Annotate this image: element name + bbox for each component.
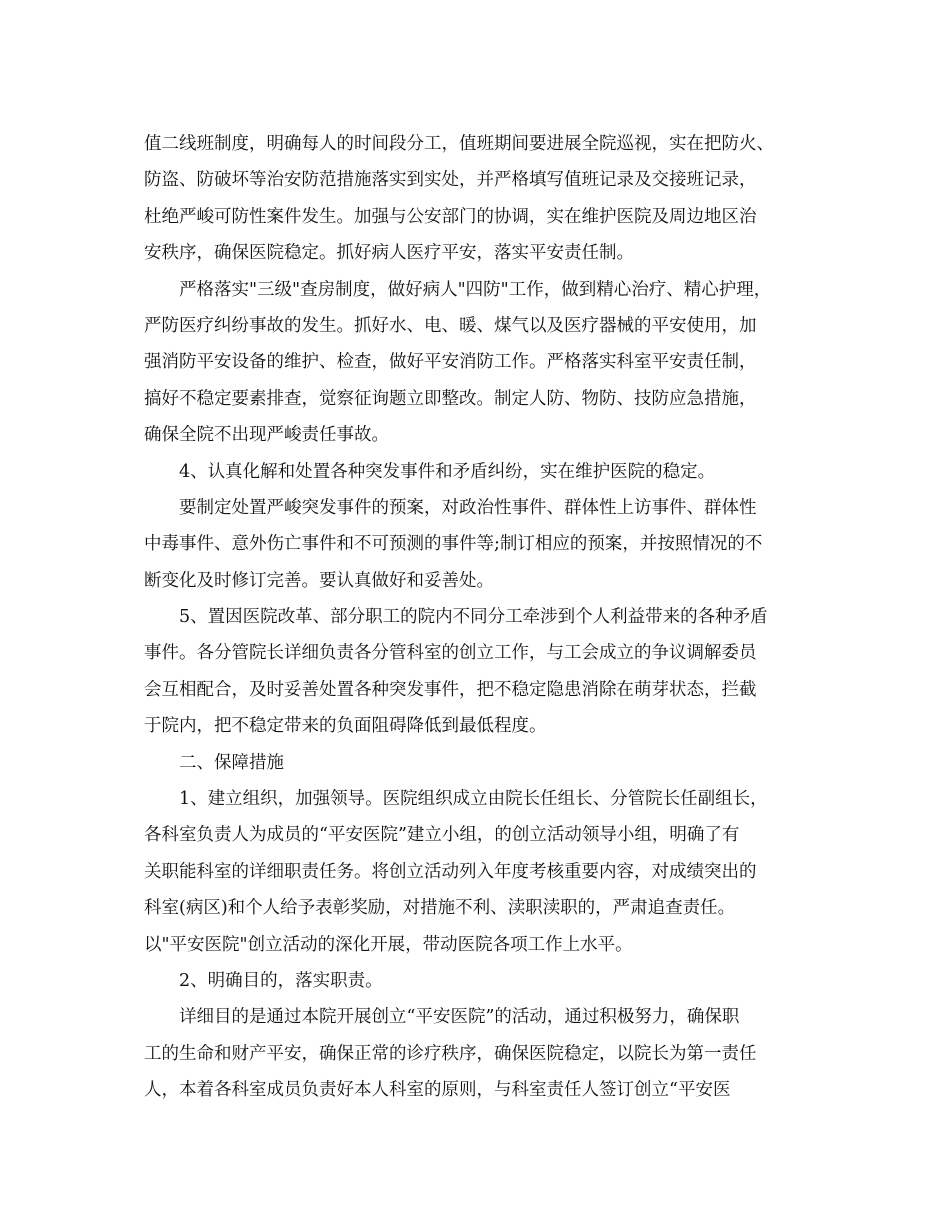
document-body — [144, 126, 824, 1109]
text-line: 关职能科室的详细职责任务。将创立活动列入年度考核重要内容，对成绩突出的 — [144, 861, 757, 882]
text-line: 中毒事件、意外伤亡事件和不可预测的事件等;制订相应的预案，并按照情况的不 — [144, 534, 763, 555]
text-line: 搞好不稳定要素排查，觉察征询题立即整改。制定人防、物防、技防应急措施， — [144, 388, 757, 409]
text-line: 严防医疗纠纷事故的发生。抓好水、电、暖、煤气以及医疗器械的平安使用，加 — [144, 315, 757, 336]
text-line: 1、建立组织，加强领导。医院组织成立由院长任组长、分管院长任副组长， — [179, 789, 768, 810]
text-line: 2、明确目的，落实职责。 — [179, 970, 383, 991]
text-line: 严格落实"三级"查房制度，做好病人"四防"工作，做到精心治疗、精心护理， — [179, 279, 772, 300]
text-line: 各科室负责人为成员的“平安医院”建立小组，的创立活动领导小组，明确了有 — [144, 825, 740, 846]
text-line: 二、保障措施 — [179, 752, 284, 773]
text-line: 详细目的是通过本院开展创立“平安医院”的活动，通过积极努力，确保职 — [179, 1007, 740, 1028]
text-line: 事件。各分管院长详细负责各分管科室的创立工作，与工会成立的争议调解委员 — [144, 643, 757, 664]
text-line: 强消防平安设备的维护、检查，做好平安消防工作。严格落实科室平安责任制， — [144, 352, 757, 373]
text-line: 值二线班制度，明确每人的时间段分工，值班期间要进展全院巡视，实在把防火、 — [144, 134, 774, 154]
text-line: 4、认真化解和处置各种突发事件和矛盾纠纷，实在维护医院的稳定。 — [179, 461, 716, 482]
text-line: 5、置因医院改革、部分职工的院内不同分工牵涉到个人利益带来的各种矛盾 — [179, 607, 768, 628]
text-line: 要制定处置严峻突发事件的预案，对政治性事件、群体性上访事件、群体性 — [179, 497, 757, 518]
text-line: 以"平安医院"创立活动的深化开展，带动医院各项工作上水平。 — [144, 934, 633, 955]
text-line: 防盗、防破坏等治安防范措施落实到实处，并严格填写值班记录及交接班记录， — [144, 170, 757, 191]
text-line: 安秩序，确保医院稳定。抓好病人医疗平安，落实平安责任制。 — [144, 243, 634, 264]
text-line: 确保全院不出现严峻责任事故。 — [144, 425, 389, 446]
text-line: 人，本着各科室成员负责好本人科室的原则，与科室责任人签订创立“平安医 — [144, 1080, 731, 1101]
text-line: 会互相配合，及时妥善处置各种突发事件，把不稳定隐患消除在萌芽状态，拦截 — [144, 679, 757, 700]
text-line: 断变化及时修订完善。要认真做好和妥善处。 — [144, 570, 494, 591]
text-line: 科室(病区)和个人给予表彰奖励，对措施不利、渎职渎职的，严肃追查责任。 — [144, 898, 736, 919]
text-line: 工的生命和财产平安，确保正常的诊疗秩序，确保医院稳定，以院长为第一责任 — [144, 1043, 757, 1064]
text-line: 杜绝严峻可防性案件发生。加强与公安部门的协调，实在维护医院及周边地区治 — [144, 206, 757, 227]
text-line: 于院内，把不稳定带来的负面阻碍降低到最低程度。 — [144, 716, 547, 737]
